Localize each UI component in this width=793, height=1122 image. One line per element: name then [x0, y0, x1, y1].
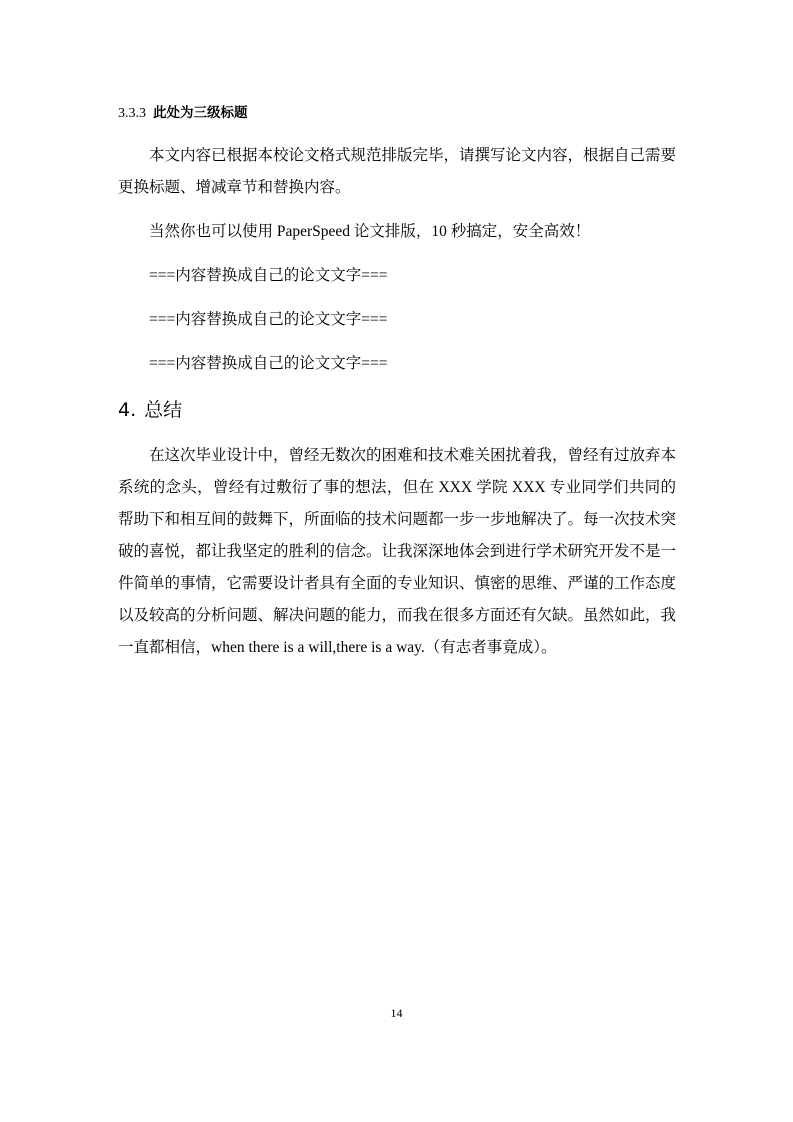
conclusion-paragraph: 在这次毕业设计中，曾经无数次的困难和技术难关困扰着我，曾经有过放弃本系统的念头，曾经有过敷衍了事的想法，但在 XXX 学院 XXX 专业同学们共同的帮助下和相互间的鼓舞下，所面临的技术问题都一步一步地解决了。每一次技术突破的喜悦，都让我坚定的胜利的信念。让我深深地体会到进行学术研究开发不是一件简单的事情，它需要设计者具有全面的专业知识、慎密的思维、严谨的工作态度以及较高的分析问题、解决问题的能力，而我在很多方面还有欠缺。虽然如此，我一直都相信，when there is a will,there is a way.（有志者事竟成）。 — [118, 447, 677, 656]
subsection-heading — [118, 102, 248, 125]
subsection-number: 3.3.3 — [118, 106, 146, 121]
placeholder-paragraph: ===内容替换成自己的论文文字=== — [149, 355, 388, 372]
page-number: 14 — [390, 1006, 403, 1020]
body-paragraph: 本文内容已根据本校论文格式规范排版完毕，请撰写论文内容，根据自己需要更换标题、增减章节和替换内容。 — [118, 147, 677, 196]
placeholder-paragraph: ===内容替换成自己的论文文字=== — [149, 311, 388, 328]
section-title: 总结 — [144, 399, 183, 421]
body-paragraph: 当然你也可以使用 PaperSpeed 论文排版，10 秒搞定，安全高效！ — [149, 223, 591, 240]
section-heading — [118, 394, 182, 426]
section-number: 4. — [118, 399, 137, 421]
subsection-title: 此处为三级标题 — [153, 105, 248, 121]
placeholder-paragraph: ===内容替换成自己的论文文字=== — [149, 267, 388, 284]
